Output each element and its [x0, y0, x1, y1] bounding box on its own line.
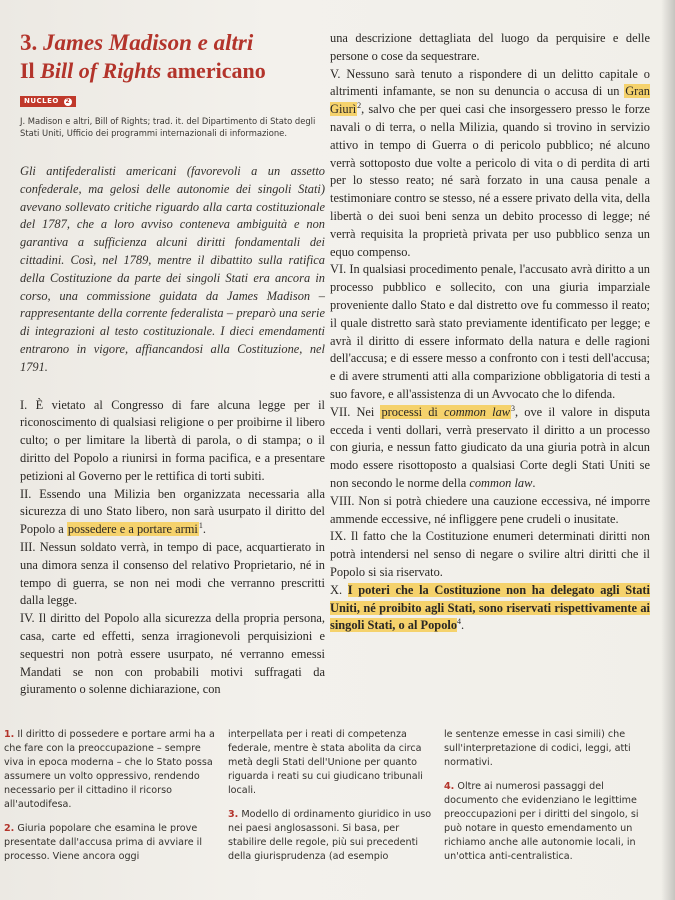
article-1: I. È vietato al Congresso di fare alcuna legge per il riconoscimento di qualsiasi religione o per proibirne il libero culto; o per limitare la libertà di parola, o di stampa; o il diritto del Popolo a riunirsi in forma pacifica, e a presentare petizioni al Governo per le rettifica di torti subiti. — [20, 397, 325, 483]
title-pre: Il — [20, 58, 41, 83]
article-5-text: V. Nessuno sarà tenuto a rispondere di un delitto capitale o altrimenti infamante, se non su denuncia o accusa di un — [330, 66, 650, 99]
badge-number-icon: 2 — [65, 98, 71, 105]
article-7-tail: . — [532, 475, 536, 490]
footnote-2-number: 2. — [4, 823, 15, 834]
footnote-column-1 — [4, 728, 219, 864]
badge-label: NUCLEO — [24, 97, 59, 105]
footnote-3-continued: le sentenze emesse in casi simili) che sull'interpretazione di codici, leggi, atti normativi. — [444, 729, 631, 768]
footnote-1-number: 1. — [4, 729, 15, 740]
highlight-common-law — [380, 405, 511, 419]
source-citation: J. Madison e altri, Bill of Rights; trad. it. del Dipartimento di Stato degli Stati Uniti, Ufficio dei programmi internazionali di informazione. — [20, 116, 316, 138]
article-5 — [330, 66, 650, 262]
page-edge-shadow — [661, 0, 675, 900]
footnote-4 — [444, 780, 659, 864]
article-10 — [330, 582, 650, 635]
highlight-reserved-powers: I poteri che la Costituzione non ha delegato agli Stati Uniti, né proibito agli Stati, sono riservati rispettivamente ai singoli Stati, o al Popolo — [330, 582, 650, 633]
footnote-3-text: Modello di ordinamento giuridico in uso nei paesi anglosassoni. Si basa, per stabilire delle regole, più sui precedenti della giurisprudenza (ad esempio — [228, 809, 432, 862]
article-7-text: VII. Nei — [330, 404, 381, 419]
highlight-grand-jury: Gran Giurì — [330, 84, 650, 117]
article-7-rest: , ove il valore in disputa ecceda i venti dollari, verrà preservato il diritto a un processo con giuria, e nessun fatto giudicato da una giuria potrà in alcun modo essere risottoposto a qualsiasi Corte degli Stati Uniti se non secondo le norme della — [330, 404, 651, 490]
footnote-4-text: Oltre ai numerosi passaggi del documento che evidenziano le legittime preoccupazioni per i diritti del singolo, si può notare in questo emendamento un richiamo anche alle autonomie locali, in un'ottica anti-centralistica. — [444, 781, 639, 862]
footnote-column-2 — [228, 728, 438, 864]
footnote-3-number: 3. — [228, 809, 239, 820]
footnote-2 — [4, 822, 219, 864]
highlight-common-law-a: processi di — [381, 404, 445, 419]
section-number: 3. — [20, 30, 38, 55]
article-2-text: II. Essendo una Milizia ben organizzata necessaria alla sicurezza di uno Stato libero, non sarà usurpato il diritto del Popolo a — [20, 486, 325, 537]
footnote-2-continued: interpellata per i reati di competenza federale, mentre è stata abolita da circa metà degli Stati dell'Unione per quanto riguarda i reati su cui giudicano tribunali locali. — [228, 729, 423, 796]
footnote-1 — [4, 728, 219, 812]
footnote-column-3 — [444, 728, 659, 864]
document-title — [20, 58, 325, 84]
highlight-common-law-b: common law — [444, 404, 511, 419]
article-7-tail-italic: common law — [469, 475, 533, 490]
article-5-rest: , salvo che per quei casi che insorgessero presso le forze navali o di terra, o nella Milizia, quando si trovino in servizio attivo in tempo di Guerra o di pericolo pubblico; né alcuno verrà sottoposto due volte a pericolo di vita o di perdita di arti per lo stesso reato; né sarà forzato in una causa penale a testimoniare contro se stesso, né a essere privato della vita, della libertà o dei suoi beni senza un debito processo di legge; né verrà requisita la proprietà privata per uso pubblico senza un equo compenso. — [330, 102, 650, 259]
footnote-4-number: 4. — [444, 781, 455, 792]
footnote-ref-4: 4 — [457, 617, 462, 627]
section-heading — [20, 30, 325, 56]
highlight-arms: possedere e a portare armi — [67, 522, 198, 537]
introduction: Gli antifederalisti americani (favorevoli a un assetto confederale, ma gelosi delle autonomie dei singoli Stati) avevano sollevato critiche riguardo alla carta costituzionale del 1787, che a loro avviso conteneva ambiguità e non garantiva a sufficienza alcuni diritti fondamentali dei cittadini. Così, nel 1789, mentre il dibattito sulla ratifica della Costituzione da parte dei singoli Stati era ancora in corso, una commissione guidata da James Madison – rappresentante della corrente federalista – preparò una serie di integrazioni al testo costituzionale. I dieci emendamenti entrarono in vigore, affiancandosi alla Costituzione, nel 1791. — [20, 164, 325, 374]
footnote-3 — [228, 808, 438, 864]
footnotes — [4, 703, 659, 868]
articles-left — [20, 397, 325, 700]
article-7 — [330, 404, 650, 493]
footnote-2-text: Giuria popolare che esamina le prove presentate dall'accusa prima di avviare il processo. Viene ancora oggi — [4, 823, 203, 862]
title-italic: Bill of Rights — [40, 58, 162, 83]
article-10-num: X. — [330, 582, 348, 597]
article-9: IX. Il fatto che la Costituzione enumeri determinati diritti non potrà intendersi nel senso di negare o svilire altri diritti che il Popolo si sia riservato. — [330, 529, 650, 579]
article-2-end: . — [202, 522, 206, 537]
left-column — [20, 30, 325, 699]
article-10-end: . — [461, 618, 465, 633]
footnote-ref-2: 2 — [357, 101, 362, 111]
article-8: VIII. Non si potrà chiedere una cauzione eccessiva, né imporre ammende eccessive, né infliggere pene crudeli o inusitate. — [330, 493, 650, 526]
right-column — [330, 30, 650, 635]
footnote-ref-1: 1 — [198, 521, 203, 531]
section-authors: James Madison e altri — [43, 30, 254, 55]
article-3: III. Nessun soldato verrà, in tempo di pace, acquartierato in una dimora senza il consenso del relativo Proprietario, né in tempo di guerra, se non nei modi che verranno prescritti dalla legge. — [20, 539, 325, 608]
nucleo-badge — [20, 96, 76, 107]
article-2 — [20, 486, 325, 539]
footnote-1-text: Il diritto di possedere e portare armi ha a che fare con la preoccupazione – sempre viva in epoca moderna – che lo Stato possa assumere un volto oppressivo, rendendo necessario per il cittadino il ricorso all'autodifesa. — [4, 729, 215, 810]
title-post: americano — [161, 58, 266, 83]
footnote-ref-3: 3 — [511, 403, 516, 413]
article-4: IV. Il diritto del Popolo alla sicurezza della propria persona, casa, carte ed effetti, senza irragionevoli perquisizioni e sequestri non potrà essere usurpato, né verranno emessi Mandati se non con probabili motivi suffragati da giuramento o solenne dichiarazione, con — [20, 611, 325, 697]
article-6: VI. In qualsiasi procedimento penale, l'accusato avrà diritto a un processo pubblico e sollecito, con una giuria imparziale proveniente dallo Stato e dal distretto ove fu commesso il reato; il quale distretto sarà stato previamente identificato per legge; e avrà il diritto di essere informato della natura e delle ragioni dell'accusa; e di essere messo a confronto con i testi dell'accusa; e di avere strumenti atti alla comparizione obbligatoria di testi a suo favore, e all'assistenza di un Avvocato che lo difenda. — [330, 262, 650, 401]
article-4-continued: una descrizione dettagliata del luogo da perquisire e delle persone o cose da sequestrare. — [330, 31, 650, 63]
